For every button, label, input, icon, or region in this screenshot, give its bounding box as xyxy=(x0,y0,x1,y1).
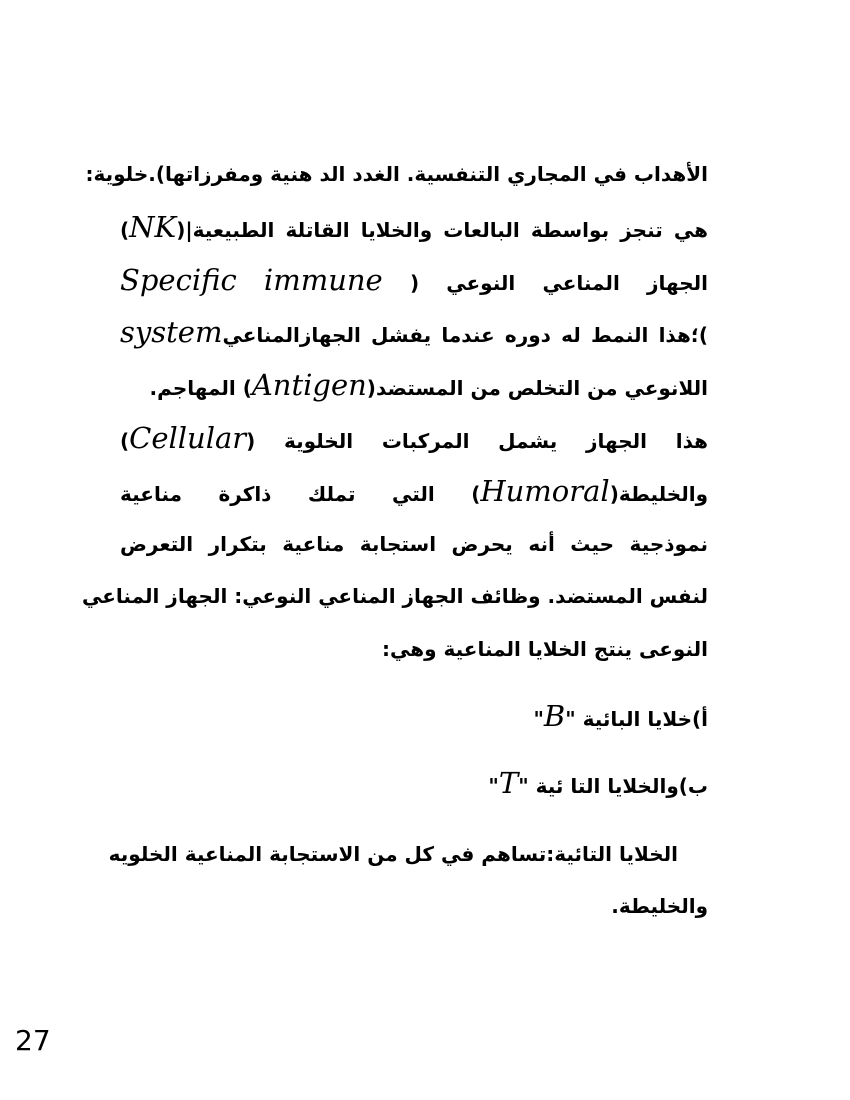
latin-term: Cellular xyxy=(129,420,247,455)
latin-term: T xyxy=(498,765,519,800)
latin-term: Antigen xyxy=(251,368,367,403)
latin-term: immune xyxy=(263,262,383,297)
text-line: )؛هذا النمط له دوره عندما يفشل الجهازالمناعيsystem xyxy=(120,315,708,350)
latin-term: Specific xyxy=(120,262,237,297)
text-line: نموذجية حيث أنه يحرض استجابة مناعية بتكرار التعرض xyxy=(120,531,708,556)
latin-term: Humoral xyxy=(480,473,610,508)
text-line: والخليطة. xyxy=(611,894,708,919)
text-line: لنفس المستضد. وظائف الجهاز المناعي النوعي: الجهاز المناعي xyxy=(82,584,708,609)
latin-term: NK xyxy=(129,209,177,244)
text-line: النوعى ينتج الخلايا المناعية وهي: xyxy=(382,637,708,662)
page-number: 27 xyxy=(15,1024,51,1057)
text-line: هي تنجز بواسطة البالعات والخلايا القاتلة الطبيعية|(NK) xyxy=(120,209,708,244)
text-line: الأهداب في المجاري التنفسية. الغدد الد هنية ومفرزاتها).خلوية: xyxy=(85,162,708,186)
text-line: الجهاز المناعي النوعي ( immune Specific xyxy=(120,262,709,297)
latin-term: system xyxy=(120,315,223,350)
text-line: الخلايا التائية:تساهم في كل من الاستجابة المناعية الخلويه xyxy=(108,841,678,866)
body-text xyxy=(82,148,709,933)
list-item: أ)خلايا البائية "B" xyxy=(533,698,708,733)
latin-term: B xyxy=(543,698,566,733)
text-line: اللانوعي من التخلص من المستضد(Antigen) المهاجم. xyxy=(149,368,708,403)
text-line: هذا الجهاز يشمل المركبات الخلوية (Cellular) xyxy=(120,420,708,455)
list-item: ب)والخلايا التا ئية "T" xyxy=(488,765,708,800)
text-line: والخليطة(Humoral) التي تملك ذاكرة مناعية xyxy=(120,473,708,508)
